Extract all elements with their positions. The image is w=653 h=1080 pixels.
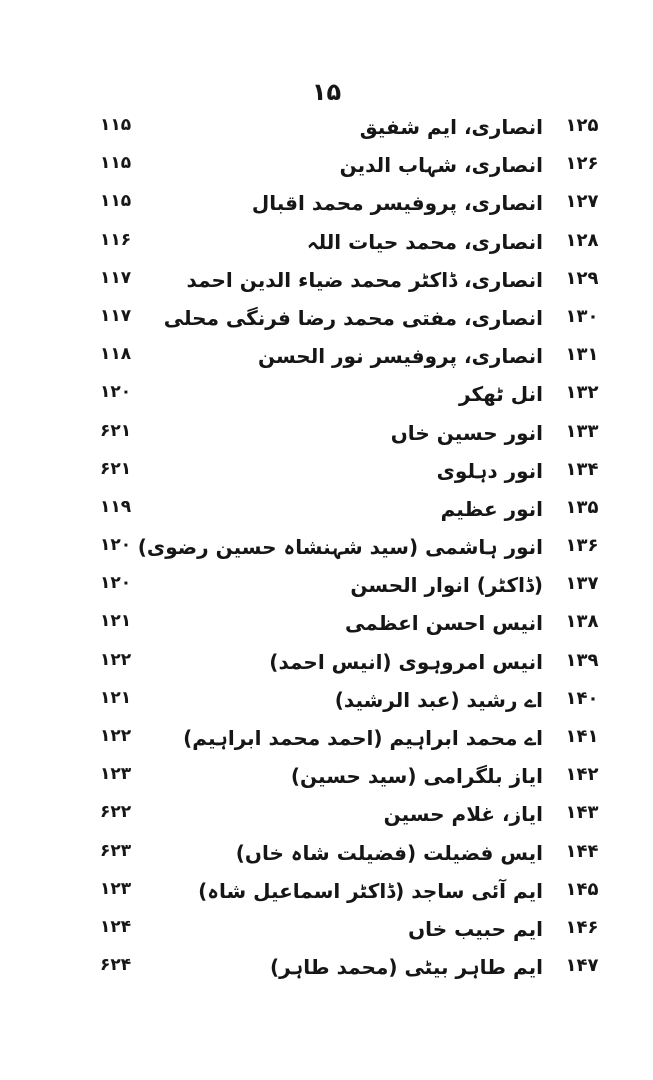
entry-number: ۱۳۵ xyxy=(565,496,599,518)
entry-page-ref: ۶۲۳ xyxy=(100,840,132,861)
entry-page-ref: ۶۲۴ xyxy=(100,955,132,976)
entry-page-ref: ۱۱۷ xyxy=(100,267,132,288)
entry-name: ایاز، غلام حسین xyxy=(383,802,543,827)
entry-page-ref: ۱۲۰ xyxy=(100,573,132,594)
entry-number: ۱۳۶ xyxy=(565,535,599,557)
entry-number: ۱۴۵ xyxy=(565,878,599,900)
entry-page-ref: ۱۲۴ xyxy=(100,916,132,937)
entry-name: انیس احسن اعظمی xyxy=(345,611,543,636)
entry-number: ۱۳۸ xyxy=(565,611,599,633)
entry-number: ۱۲۸ xyxy=(565,229,599,251)
entry-number: ۱۴۶ xyxy=(565,916,599,938)
index-entry xyxy=(0,723,653,761)
index-entry xyxy=(0,303,653,341)
index-entry xyxy=(0,608,653,646)
entry-page-ref: ۱۱۷ xyxy=(100,305,132,326)
entry-name: انور عظیم xyxy=(440,496,543,521)
entry-page-ref: ۱۱۸ xyxy=(100,344,132,365)
entry-number: ۱۲۵ xyxy=(565,115,599,136)
entry-name: انور حسین خاں xyxy=(390,420,543,445)
index-entry xyxy=(0,150,653,188)
entry-page-ref: ۱۲۲ xyxy=(100,726,132,746)
index-entry xyxy=(0,761,653,799)
index-entry xyxy=(0,188,653,226)
entry-page-ref: ۱۲۰ xyxy=(100,382,132,403)
entry-name: ایس فضیلت (فضیلت شاہ خاں) xyxy=(235,840,543,865)
entry-name: ایم حبیب خاں xyxy=(408,916,543,941)
entry-name: انصاری، محمد حیات اللہ xyxy=(306,229,543,254)
entry-name: انصاری، پروفیسر محمد اقبال xyxy=(251,191,543,216)
index-entry xyxy=(0,799,653,837)
entry-name: ایاز بلگرامی (سید حسین) xyxy=(290,764,543,789)
entry-page-ref: ۱۱۵ xyxy=(100,115,132,135)
entry-name: انصاری، ایم شفیق xyxy=(359,115,543,139)
entry-name: اے رشید (عبد الرشید) xyxy=(334,687,543,712)
entry-number: ۱۴۱ xyxy=(565,726,599,747)
index-entry xyxy=(0,456,653,494)
entry-number: ۱۳۳ xyxy=(565,420,599,442)
index-entry xyxy=(0,265,653,303)
entry-page-ref: ۶۲۱ xyxy=(100,458,132,479)
index-entry xyxy=(0,494,653,532)
index-entry xyxy=(0,914,653,952)
entry-page-ref: ۱۱۶ xyxy=(100,229,132,250)
entry-number: ۱۴۴ xyxy=(565,840,599,862)
entry-name: انصاری، ڈاکٹر محمد ضیاء الدین احمد xyxy=(186,267,543,292)
index-entry xyxy=(0,112,653,150)
entry-number: ۱۴۷ xyxy=(565,955,599,977)
entry-number: ۱۴۰ xyxy=(565,687,599,709)
entry-number: ۱۳۴ xyxy=(565,458,599,480)
entry-number: ۱۲۹ xyxy=(565,267,599,289)
entry-number: ۱۳۹ xyxy=(565,649,599,671)
entry-number: ۱۳۷ xyxy=(565,573,599,595)
index-entry xyxy=(0,532,653,570)
index-entry xyxy=(0,685,653,723)
entry-page-ref: ۱۲۳ xyxy=(100,764,132,785)
entry-name: اے محمد ابراہیم (احمد محمد ابراہیم) xyxy=(183,726,543,750)
entry-page-ref: ۱۱۹ xyxy=(100,496,132,517)
entry-page-ref: ۱۲۳ xyxy=(100,878,132,899)
entry-name: انصاری، پروفیسر نور الحسن xyxy=(257,344,543,369)
entry-page-ref: ۱۱۵ xyxy=(100,153,132,174)
index-entry xyxy=(0,570,653,608)
entry-name: انل ٹھکر xyxy=(459,382,543,407)
entry-name: انیس امروہوی (انیس احمد) xyxy=(269,649,543,674)
entry-page-ref: ۶۲۱ xyxy=(100,420,132,441)
entry-number: ۱۴۳ xyxy=(565,802,599,824)
entry-name: (ڈاکٹر) انوار الحسن xyxy=(350,573,543,598)
index-entry xyxy=(0,341,653,379)
entry-number: ۱۳۰ xyxy=(565,305,599,327)
index-entry xyxy=(0,876,653,914)
entry-name: انصاری، مفتی محمد رضا فرنگی محلی xyxy=(163,305,543,330)
entry-name: ایم آئی ساجد (ڈاکٹر اسماعیل شاہ) xyxy=(198,878,543,903)
entry-page-ref: ۱۲۱ xyxy=(100,687,132,708)
entry-name: ایم طاہر بیٹی (محمد طاہر) xyxy=(269,955,543,980)
index-entry xyxy=(0,227,653,265)
index-entry xyxy=(0,838,653,876)
entry-page-ref: ۱۱۵ xyxy=(100,191,132,212)
page-number: ۱۵ xyxy=(311,78,342,106)
entry-number: ۱۳۱ xyxy=(565,344,599,366)
entry-number: ۱۳۲ xyxy=(565,382,599,404)
index-entry xyxy=(0,952,653,990)
entry-name: انور دہلوی xyxy=(436,458,543,483)
entry-page-ref: ۶۲۲ xyxy=(100,802,132,823)
index-entry xyxy=(0,647,653,685)
entry-number: ۱۲۷ xyxy=(565,191,599,213)
index-list xyxy=(0,112,653,990)
entry-name: انصاری، شہاب الدین xyxy=(339,153,543,178)
entry-number: ۱۲۶ xyxy=(565,153,599,175)
index-entry xyxy=(0,418,653,456)
entry-number: ۱۴۲ xyxy=(565,764,599,786)
entry-page-ref: ۱۲۰ xyxy=(100,535,132,556)
entry-name: انور ہاشمی (سید شہنشاہ حسین رضوی) xyxy=(137,535,543,560)
entry-page-ref: ۱۲۲ xyxy=(100,649,132,670)
index-entry xyxy=(0,379,653,417)
entry-page-ref: ۱۲۱ xyxy=(100,611,132,632)
